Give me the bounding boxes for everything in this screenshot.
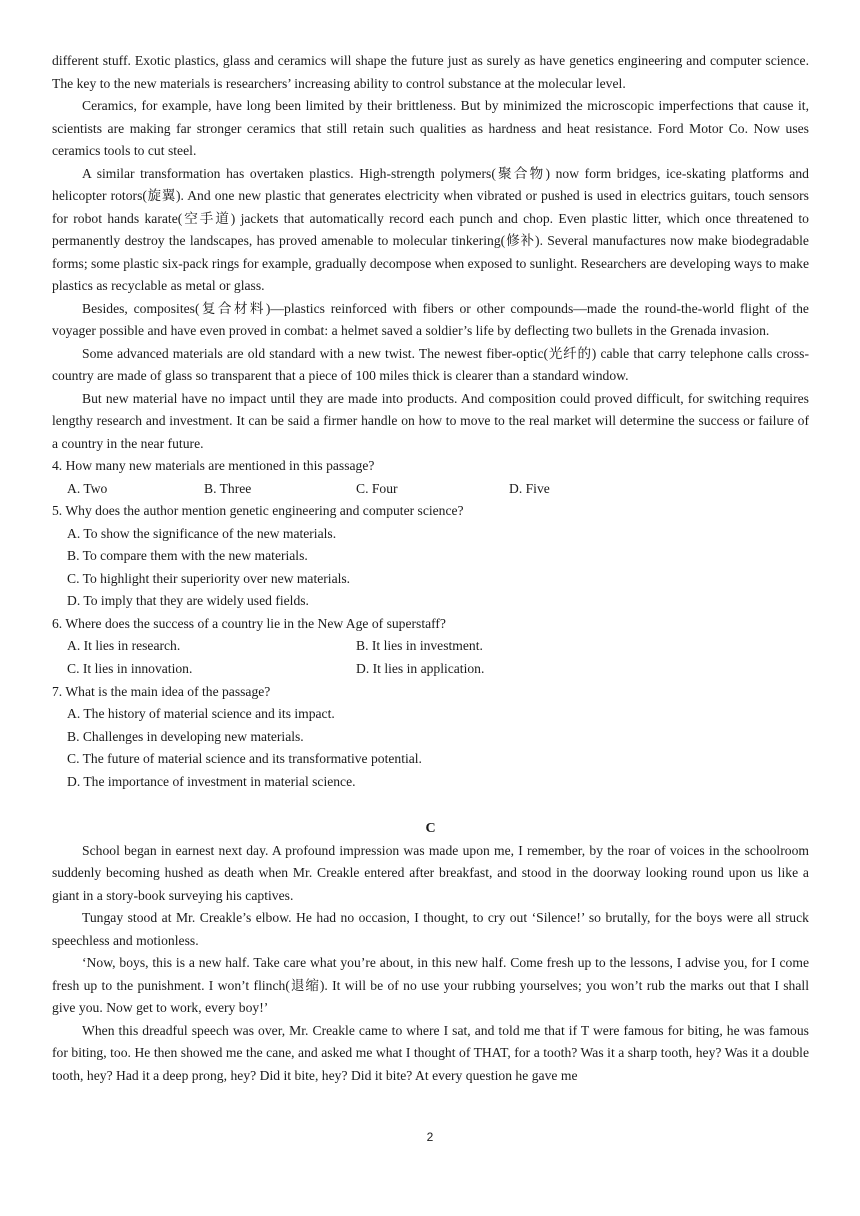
paragraph: School began in earnest next day. A profound impression was made upon me, I remember, by the roar of voices in the schoolroom suddenly becoming hushed as death when Mr. Creakle entered after breakfast, and stood in the doorway looking round upon us like a giant in a story-book surveying his captives. — [52, 842, 809, 903]
option-b: B. Three — [204, 480, 252, 496]
passage-c — [52, 840, 809, 1088]
option-b: B. It lies in investment. — [356, 638, 483, 654]
option-d: D. It lies in application. — [356, 661, 485, 677]
paragraph: A similar transformation has overtaken plastics. High-strength polymers(聚合物) now form bridges, ice-skating platforms and helicopter rotors(旋翼). And one new plastic that generates electricity when vibrated or pushed is used in electrics guitars, touch sensors for robot hands karate(空手道) jackets that automatically record each punch and chop. Even plastic litter, which once threatened to permanently destroy the landscapes, has proved amenable to molecular tinkering(修补). Several manufactures now make biodegradable forms; some plastic six-pack rings for example, gradually decompose when exposed to sunlight. Researchers are developing ways to make plastics as recyclable as metal or glass. — [52, 165, 809, 293]
option-a: A. The history of material science and its impact. — [67, 706, 335, 722]
question-options-row — [52, 658, 809, 681]
option-c: C. It lies in innovation. — [67, 661, 193, 677]
paragraph: Some advanced materials are old standard with a new twist. The newest fiber-optic(光纤的) cable that carry telephone calls cross-country are made of glass so transparent that a piece of 100 miles thick is clearer than a standard window. — [52, 345, 809, 383]
option-d: D. Five — [509, 480, 550, 496]
option-d: D. The importance of investment in material science. — [67, 773, 356, 789]
option-c: C. To highlight their superiority over new materials. — [67, 570, 351, 586]
option-c: C. Four — [356, 480, 398, 496]
page-number: 2 — [426, 1130, 434, 1144]
paragraph: ‘Now, boys, this is a new half. Take care what you’re about, in this new half. Come fresh up to the lessons, I advise you, for I come fresh up to the punishment. I won’t flinch(退缩). It will be of no use your rubbing yourselves; you won’t rub the marks out that I shall give you. Now get to work, every boy!’ — [52, 955, 809, 1016]
page-content — [52, 50, 809, 1087]
option-c: C. The future of material science and its transformative potential. — [67, 751, 422, 767]
option-a: A. Two — [67, 480, 108, 496]
question-stem: 6. Where does the success of a country lie in the New Age of superstaff? — [52, 615, 446, 631]
question-stem: 5. Why does the author mention genetic engineering and computer science? — [52, 503, 464, 519]
option-b: B. To compare them with the new materials. — [67, 548, 308, 564]
question-stem: 4. How many new materials are mentioned in this passage? — [52, 458, 375, 473]
question-5 — [52, 500, 809, 613]
question-6 — [52, 613, 809, 681]
paragraph: Tungay stood at Mr. Creakle’s elbow. He had no occasion, I thought, to cry out ‘Silence!’ so brutally, for the boys were all struck speechless and motionless. — [52, 910, 809, 948]
question-7 — [52, 681, 809, 794]
question-stem: 7. What is the main idea of the passage? — [52, 683, 271, 699]
paragraph: When this dreadful speech was over, Mr. Creakle came to where I sat, and told me that if T were famous for biting, he was famous for biting, too. He then showed me the cane, and asked me what I thought of THAT, for a tooth? Was it a sharp tooth, hey? Was it a double tooth, hey? Had it a deep prong, hey? Did it bite, hey? Did it bite? At every question he gave me — [52, 1022, 809, 1083]
paragraph: different stuff. Exotic plastics, glass and ceramics will shape the future just as surely as have genetics engineering and computer science. The key to the new materials is researchers’ increasing ability to control substance at the molecular level. — [52, 53, 809, 91]
option-a: A. It lies in research. — [67, 638, 181, 654]
question-options — [52, 478, 809, 501]
option-b: B. Challenges in developing new materials. — [67, 728, 304, 744]
section-heading: C — [425, 820, 436, 836]
paragraph: But new material have no impact until they are made into products. And composition could proved difficult, for switching requires lengthy research and investment. It can be said a firmer handle on how to move to the real market will determine the success or failure of a country in the near future. — [52, 390, 809, 451]
paragraph: Ceramics, for example, have long been limited by their brittleness. But by minimized the microscopic imperfections that cause it, scientists are making far stronger ceramics that still retain such qualities as hardness and heat resistance. Ford Motor Co. Now uses ceramics tools to cut steel. — [52, 98, 809, 158]
question-options-row — [52, 635, 809, 658]
paragraph: Besides, composites(复合材料)—plastics reinforced with fibers or other compounds—made the round-the-world flight of the voyager possible and have even proved in combat: a helmet saved a soldier’s life by deflecting two bullets in the Grenada invasion. — [52, 300, 809, 338]
option-d: D. To imply that they are widely used fields. — [67, 593, 309, 609]
option-a: A. To show the significance of the new materials. — [67, 525, 337, 541]
passage-b — [52, 50, 809, 455]
question-4 — [52, 455, 809, 500]
